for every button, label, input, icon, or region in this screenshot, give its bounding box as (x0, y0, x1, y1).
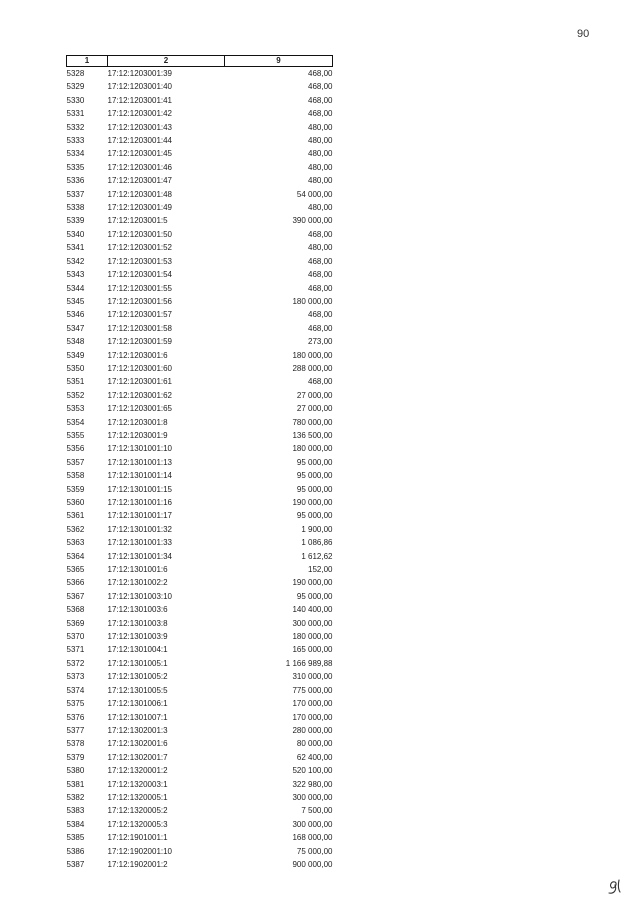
row-number: 5353 (66, 404, 85, 414)
cadastral-number: 17:12:1301001:17 (107, 511, 173, 521)
cadastral-number: 17:12:1301003:6 (107, 605, 168, 615)
row-number: 5362 (66, 524, 85, 534)
cadastral-number: 17:12:1203001:58 (107, 323, 173, 333)
table-row (67, 362, 333, 375)
row-number: 5355 (66, 430, 85, 440)
row-number: 5367 (66, 591, 85, 601)
row-number: 5350 (66, 363, 85, 373)
cadastral-value: 300 000,00 (292, 792, 333, 802)
cadastral-number: 17:12:1301001:34 (107, 551, 173, 561)
cadastral-value: 273,00 (308, 337, 333, 347)
row-number: 5385 (66, 833, 85, 843)
row-number: 5339 (66, 216, 85, 226)
cadastral-number: 17:12:1203001:56 (107, 296, 173, 306)
row-number: 5357 (66, 457, 85, 467)
row-number: 5368 (66, 605, 85, 615)
cadastral-value: 322 980,00 (292, 779, 333, 789)
row-number: 5382 (66, 792, 85, 802)
cadastral-value: 310 000,00 (292, 672, 333, 682)
cadastral-number: 17:12:1301005:5 (107, 685, 168, 695)
cadastral-value: 300 000,00 (292, 618, 333, 628)
row-number: 5361 (66, 511, 85, 521)
table-row (67, 697, 333, 710)
cadastral-value: 180 000,00 (292, 632, 333, 642)
cadastral-value: 480,00 (308, 162, 333, 172)
table-row (67, 147, 333, 160)
table-row (67, 496, 333, 509)
cadastral-number: 17:12:1301001:15 (107, 484, 173, 494)
table-row (67, 845, 333, 858)
cadastral-number: 17:12:1320005:2 (107, 806, 168, 816)
table-row (67, 778, 333, 791)
cadastral-value: 168 000,00 (292, 833, 333, 843)
row-number: 5379 (66, 752, 85, 762)
table-row (67, 161, 333, 174)
cadastral-number: 17:12:1302001:7 (107, 752, 168, 762)
cadastral-number: 17:12:1203001:40 (107, 82, 173, 92)
table-row (67, 456, 333, 469)
cadastral-value: 900 000,00 (292, 859, 333, 869)
row-number: 5331 (66, 109, 85, 119)
table-row (67, 563, 333, 576)
cadastral-value: 480,00 (308, 243, 333, 253)
cadastral-value: 80 000,00 (296, 739, 333, 749)
table-row (67, 308, 333, 321)
cadastral-number: 17:12:1203001:6 (107, 350, 168, 360)
cadastral-value: 300 000,00 (292, 819, 333, 829)
cadastral-value: 288 000,00 (292, 363, 333, 373)
table-row (67, 255, 333, 268)
cadastral-number: 17:12:1902001:10 (107, 846, 173, 856)
table-row (67, 509, 333, 522)
table-row (67, 375, 333, 388)
cadastral-value: 468,00 (308, 109, 333, 119)
row-number: 5374 (66, 685, 85, 695)
row-number: 5332 (66, 122, 85, 132)
table-row (67, 603, 333, 616)
row-number: 5364 (66, 551, 85, 561)
cadastral-number: 17:12:1301003:9 (107, 632, 168, 642)
cadastral-value: 280 000,00 (292, 725, 333, 735)
cadastral-value: 1 612,62 (301, 551, 333, 561)
cadastral-number: 17:12:1301001:13 (107, 457, 173, 467)
row-number: 5343 (66, 270, 85, 280)
table-row (67, 80, 333, 93)
cadastral-value: 95 000,00 (296, 484, 333, 494)
table-row (67, 590, 333, 603)
cadastral-value: 468,00 (308, 283, 333, 293)
cadastral-value: 140 400,00 (292, 605, 333, 615)
row-number: 5337 (66, 189, 85, 199)
table-row (67, 282, 333, 295)
cadastral-value: 152,00 (308, 565, 333, 575)
cadastral-value: 7 500,00 (301, 806, 333, 816)
cadastral-number: 17:12:1203001:61 (107, 377, 173, 387)
cadastral-value: 170 000,00 (292, 712, 333, 722)
row-number: 5373 (66, 672, 85, 682)
table-row (67, 483, 333, 496)
cadastral-number: 17:12:1301007:1 (107, 712, 168, 722)
cadastral-value: 170 000,00 (292, 699, 333, 709)
row-number: 5344 (66, 283, 85, 293)
row-number: 5375 (66, 699, 85, 709)
cadastral-value-table (66, 55, 333, 871)
cadastral-number: 17:12:1301001:14 (107, 471, 173, 481)
table-row (67, 684, 333, 697)
cadastral-value: 468,00 (308, 256, 333, 266)
cadastral-number: 17:12:1320003:1 (107, 779, 168, 789)
table-row (67, 402, 333, 415)
table-row (67, 630, 333, 643)
cadastral-number: 17:12:1301004:1 (107, 645, 168, 655)
cadastral-number: 17:12:1203001:55 (107, 283, 173, 293)
cadastral-value: 468,00 (308, 377, 333, 387)
cadastral-number: 17:12:1301001:33 (107, 538, 173, 548)
row-number: 5333 (66, 136, 85, 146)
cadastral-number: 17:12:1302001:6 (107, 739, 168, 749)
cadastral-number: 17:12:1203001:62 (107, 390, 173, 400)
cadastral-value: 165 000,00 (292, 645, 333, 655)
table-row (67, 322, 333, 335)
cadastral-value: 468,00 (308, 82, 333, 92)
cadastral-value: 95 000,00 (296, 591, 333, 601)
cadastral-value: 62 400,00 (296, 752, 333, 762)
cadastral-value: 780 000,00 (292, 417, 333, 427)
table-row (67, 268, 333, 281)
cadastral-value: 75 000,00 (296, 846, 333, 856)
row-number: 5352 (66, 390, 85, 400)
table-row (67, 737, 333, 750)
table-header (67, 56, 333, 67)
row-number: 5334 (66, 149, 85, 159)
row-number: 5342 (66, 256, 85, 266)
cadastral-number: 17:12:1301006:1 (107, 699, 168, 709)
cadastral-number: 17:12:1301001:10 (107, 444, 173, 454)
row-number: 5349 (66, 350, 85, 360)
row-number: 5359 (66, 484, 85, 494)
cadastral-number: 17:12:1203001:57 (107, 310, 173, 320)
cadastral-value: 390 000,00 (292, 216, 333, 226)
cadastral-value: 180 000,00 (292, 350, 333, 360)
row-number: 5365 (66, 565, 85, 575)
row-number: 5371 (66, 645, 85, 655)
row-number: 5387 (66, 859, 85, 869)
page-number: 90 (577, 28, 590, 40)
cadastral-number: 17:12:1203001:53 (107, 256, 173, 266)
cadastral-number: 17:12:1203001:9 (107, 430, 168, 440)
table-row (67, 416, 333, 429)
row-number: 5358 (66, 471, 85, 481)
cadastral-value: 136 500,00 (292, 430, 333, 440)
cadastral-number: 17:12:1203001:59 (107, 337, 173, 347)
row-number: 5351 (66, 377, 85, 387)
row-number: 5356 (66, 444, 85, 454)
table-body (67, 67, 333, 872)
cadastral-number: 17:12:1203001:49 (107, 203, 173, 213)
row-number: 5372 (66, 658, 85, 668)
column-header-2: 2 (108, 56, 225, 67)
cadastral-value: 180 000,00 (292, 444, 333, 454)
cadastral-number: 17:12:1301001:16 (107, 498, 173, 507)
row-number: 5381 (66, 779, 85, 789)
cadastral-number: 17:12:1203001:44 (107, 136, 173, 146)
table-row (67, 134, 333, 147)
table-row (67, 201, 333, 214)
row-number: 5345 (66, 296, 85, 306)
cadastral-number: 17:12:1203001:60 (107, 363, 173, 373)
table-row (67, 576, 333, 589)
row-number: 5329 (66, 82, 85, 92)
table-row (67, 711, 333, 724)
table-row (67, 550, 333, 563)
cadastral-value: 95 000,00 (296, 457, 333, 467)
cadastral-value: 27 000,00 (296, 390, 333, 400)
table-row (67, 818, 333, 831)
table-row (67, 429, 333, 442)
cadastral-number: 17:12:1301001:32 (107, 524, 173, 534)
cadastral-number: 17:12:1203001:42 (107, 109, 173, 119)
cadastral-value: 468,00 (308, 69, 333, 78)
cadastral-number: 17:12:1301005:2 (107, 672, 168, 682)
row-number: 5347 (66, 323, 85, 333)
row-number: 5336 (66, 176, 85, 186)
cadastral-number: 17:12:1203001:50 (107, 229, 173, 239)
table-row (67, 335, 333, 348)
cadastral-number: 17:12:1320005:1 (107, 792, 168, 802)
handwritten-page-mark (606, 876, 626, 896)
table-row (67, 657, 333, 670)
table-row (67, 228, 333, 241)
cadastral-number: 17:12:1203001:48 (107, 189, 173, 199)
table-row (67, 67, 333, 81)
cadastral-value: 54 000,00 (296, 189, 333, 199)
cadastral-value: 480,00 (308, 136, 333, 146)
table-row (67, 469, 333, 482)
cadastral-number: 17:12:1320001:2 (107, 766, 168, 776)
row-number: 5335 (66, 162, 85, 172)
row-number: 5369 (66, 618, 85, 628)
cadastral-value: 468,00 (308, 95, 333, 105)
row-number: 5384 (66, 819, 85, 829)
cadastral-value: 520 100,00 (292, 766, 333, 776)
cadastral-number: 17:12:1901001:1 (107, 833, 168, 843)
cadastral-number: 17:12:1902001:2 (107, 859, 168, 869)
cadastral-value: 480,00 (308, 176, 333, 186)
cadastral-number: 17:12:1203001:65 (107, 404, 173, 414)
table-row (67, 617, 333, 630)
table-row (67, 94, 333, 107)
cadastral-value: 480,00 (308, 149, 333, 159)
table-row (67, 791, 333, 804)
row-number: 5363 (66, 538, 85, 548)
cadastral-number: 17:12:1203001:39 (107, 69, 173, 78)
row-number: 5383 (66, 806, 85, 816)
table-row (67, 724, 333, 737)
table-row (67, 188, 333, 201)
cadastral-number: 17:12:1203001:5 (107, 216, 168, 226)
cadastral-number: 17:12:1203001:46 (107, 162, 173, 172)
table-row (67, 523, 333, 536)
cadastral-number: 17:12:1203001:45 (107, 149, 173, 159)
table-row (67, 858, 333, 871)
table-row (67, 295, 333, 308)
table-row (67, 643, 333, 656)
row-number: 5376 (66, 712, 85, 722)
table-row (67, 241, 333, 254)
cadastral-number: 17:12:1203001:52 (107, 243, 173, 253)
table-row (67, 389, 333, 402)
cadastral-value: 480,00 (308, 122, 333, 132)
cadastral-number: 17:12:1203001:43 (107, 122, 173, 132)
table-row (67, 442, 333, 455)
cadastral-value: 468,00 (308, 229, 333, 239)
cadastral-number: 17:12:1203001:8 (107, 417, 168, 427)
row-number: 5377 (66, 725, 85, 735)
table-row (67, 349, 333, 362)
cadastral-number: 17:12:1301005:1 (107, 658, 168, 668)
row-number: 5340 (66, 229, 85, 239)
row-number: 5378 (66, 739, 85, 749)
row-number: 5386 (66, 846, 85, 856)
row-number: 5338 (66, 203, 85, 213)
column-header-9: 9 (225, 56, 333, 67)
table-row (67, 804, 333, 817)
cadastral-number: 17:12:1203001:47 (107, 176, 173, 186)
cadastral-value: 95 000,00 (296, 511, 333, 521)
table-row (67, 107, 333, 120)
row-number: 5380 (66, 766, 85, 776)
row-number: 5346 (66, 310, 85, 320)
cadastral-number: 17:12:1203001:41 (107, 95, 173, 105)
row-number: 5341 (66, 243, 85, 253)
cadastral-number: 17:12:1302001:3 (107, 725, 168, 735)
cadastral-value: 190 000,00 (292, 578, 333, 588)
cadastral-number: 17:12:1301002:2 (107, 578, 168, 588)
cadastral-value: 95 000,00 (296, 471, 333, 481)
row-number: 5366 (66, 578, 85, 588)
table-row (67, 214, 333, 227)
cadastral-number: 17:12:1301003:10 (107, 591, 173, 601)
table-row (67, 536, 333, 549)
cadastral-number: 17:12:1301001:6 (107, 565, 168, 575)
row-number: 5328 (66, 69, 85, 78)
cadastral-value: 1 086,86 (301, 538, 333, 548)
cadastral-number: 17:12:1203001:54 (107, 270, 173, 280)
row-number: 5354 (66, 417, 85, 427)
cadastral-value: 775 000,00 (292, 685, 333, 695)
cadastral-value: 1 900,00 (301, 524, 333, 534)
column-header-1: 1 (67, 56, 108, 67)
cadastral-value: 468,00 (308, 323, 333, 333)
cadastral-number: 17:12:1320005:3 (107, 819, 168, 829)
table-row (67, 764, 333, 777)
table-row (67, 831, 333, 844)
cadastral-value: 468,00 (308, 270, 333, 280)
row-number: 5370 (66, 632, 85, 642)
table-row (67, 751, 333, 764)
cadastral-value: 480,00 (308, 203, 333, 213)
cadastral-value: 180 000,00 (292, 296, 333, 306)
cadastral-value: 190 000,00 (292, 498, 333, 507)
table-row (67, 121, 333, 134)
table-row (67, 670, 333, 683)
row-number: 5348 (66, 337, 85, 347)
table-row (67, 174, 333, 187)
row-number: 5330 (66, 95, 85, 105)
cadastral-value: 468,00 (308, 310, 333, 320)
cadastral-value: 27 000,00 (296, 404, 333, 414)
cadastral-number: 17:12:1301003:8 (107, 618, 168, 628)
row-number: 5360 (66, 498, 85, 507)
cadastral-value: 1 166 989,88 (285, 658, 333, 668)
